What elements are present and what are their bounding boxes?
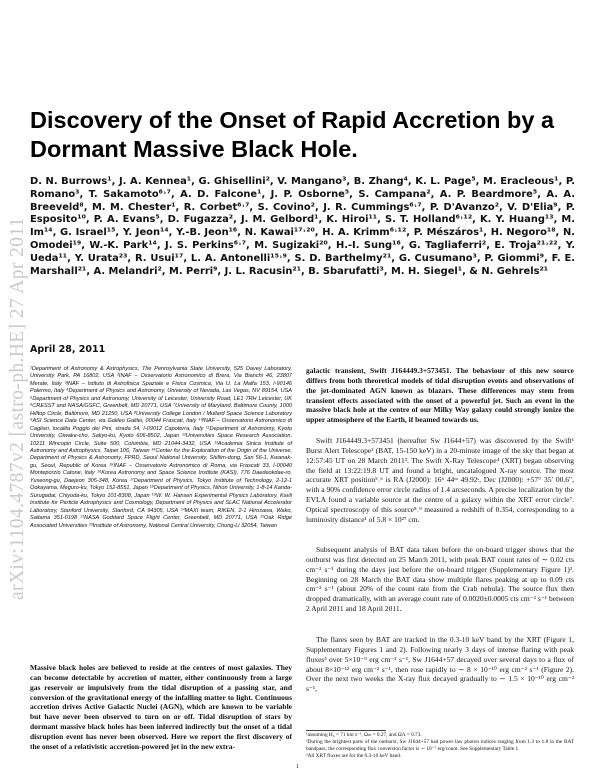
footnote-1: ¹assuming H₀ = 71 km s⁻¹, Ωₘ = 0.27, and ΩΛ = 0.73.: [306, 732, 422, 738]
footnote-divider: [306, 730, 386, 731]
paragraph-3: [306, 635, 574, 694]
page-number: 1: [296, 764, 299, 770]
paragraph-1: [306, 436, 574, 525]
abstract-right: galactic transient, Swift J164449.3+573451. The behaviour of this new source differs from both theoretical models of tidal disruption events and observations of the jet-dominated AGN known as blazars. These differences may stem from transient effects associated with the onset of a powerful jet. Such an event in the massive black hole at the centre of our Milky Way galaxy could strongly ionize the upper atmosphere of the Earth, if beamed towards us.: [306, 366, 574, 425]
abstract-left: Massive black holes are believed to reside at the centres of most galaxies. They can become detectable by accretion of matter, either continuously from a large gas reservoir or impulsively from the tidal disruption of a passing star, and conversion of the gravitational energy of the infalling matter to light. Continuous accretion drives Active Galactic Nuclei (AGN), which are known to be variable but have never been observed to turn on or off. Tidal disruption of stars by dormant massive black holes has been inferred indirectly but the onset of a tidal disruption event has never been observed. Here we report the first discovery of the onset of a relativistic accretion-powered jet in the new extra-: [30, 663, 292, 751]
author-list: D. N. Burrows¹, J. A. Kennea¹, G. Ghisellini², V. Mangano³, B. Zhang⁴, K. L. Page⁵, M. Eracleous¹, P. Romano³, T. Sakamoto⁶˒⁷, A. D. Falcone¹, J. P. Osborne⁵, S. Campana², A. P. Beardmore⁵, A. A. Breeveld⁸, M. M. Chester¹, R. Corbet⁶˒⁷, S. Covino², J. R. Cummings⁶˒⁷, P. D'Avanzo², V. D'Elia⁹, P. Esposito¹⁰, P. A. Evans⁵, D. Fugazza², J. M. Gelbord¹, K. Hiroi¹¹, S. T. Holland⁶˒¹², K. Y. Huang¹³, M. Im¹⁴, G. Israel¹⁵, Y. Jeon¹⁴, Y.-B. Jeon¹⁶, N. Kawai¹⁷˒²⁰, H. A. Krimm⁶˒¹², P. Mészáros¹, H. Negoro¹⁸, N. Omodei¹⁹, W.-K. Park¹⁴, J. S. Perkins⁶˒⁷, M. Sugizaki²⁰, H.-I. Sung¹⁶, G. Tagliaferri², E. Troja²¹˒²², Y. Ueda¹¹, Y. Urata²³, R. Usui¹⁷, L. A. Antonelli¹⁵˒⁹, S. D. Barthelmy²¹, G. Cusumano³, P. Giommi⁹, F. E. Marshall²¹, A. Melandri², M. Perri⁹, J. L. Racusin²¹, B. Sbarufatti³, M. H. Siegel¹, & N. Gehrels²¹: [30, 176, 575, 277]
paper-date: April 28, 2011: [30, 344, 106, 355]
paper-title: Discovery of the Onset of Rapid Accretion by a Dormant Massive Black Hole.: [30, 107, 555, 162]
arxiv-stamp: [0, 0, 30, 776]
paragraph-2-text: Subsequent analysis of BAT data taken before the on-board trigger shows that the outburst was first detected on 25 March 2011, with peak BAT count rates of ∼ 0.02 cts cm⁻² s⁻¹ during the days just before the on-board trigger (Supplementary Figure 1)². Beginning on 28 March the BAT data show multiple flares peaking at up to 0.09 cts cm⁻² s⁻¹ (about 20% of the count rate from the Crab nebula). The source flux then dropped dramatically, with an average count rate of 0.0020±0.0005 cts cm⁻² s⁻¹ between 2 April 2011 and 18 April 2011.: [306, 545, 574, 614]
arxiv-id: arXiv:1104.4787v2 [astro-ph.HE] 27 Apr 2011: [7, 217, 28, 600]
footnotes: [306, 732, 574, 760]
paragraph-1-text: Swift J164449.3+573451 (hereafter Sw J1644+57) was discovered by the Swift¹ Burst Alert Telescope² (BAT, 15-150 keV) in a 20-minute image of the sky that began at 12:57:45 UT on 28 March 2011³. The Swift X-Ray Telescope⁴ (XRT) began observing the field at 13:22:19.8 UT and found a bright, uncatalogued X-ray source. The most accurate XRT position⁵˒⁶ is RA (J2000): 16ʰ 44ᵐ 49.92ˢ, Dec (J2000): +57° 35′ 00.6″, with a 90% confidence error circle radius of 1.4 arcseconds. A precise localization by the EVLA found a variable source at the centre of a galaxy within the XRT error circle⁷. Optical spectroscopy of this source⁸˒⁹ measured a redshift of 0.354, corresponding to a luminosity distance¹ of 5.8 × 10²⁷ cm.: [306, 436, 574, 524]
footnote-2: ²During the brightest parts of the outburst, Sw J1644+57 had power law photon indices ranging from 1.3 to 1.8 in the BAT bandpass; the corresponding flux conversion factor is ∼ 10⁻⁷ erg/count. See Supplementary Table 1.: [306, 739, 574, 752]
paragraph-3-text: The flares seen by BAT are tracked in the 0.3-10 keV band by the XRT (Figure 1, Supplementary Figures 1 and 2). Following nearly 3 days of intense flaring with peak fluxes³ over 5×10⁻⁹ erg cm⁻² s⁻¹, Sw J1644+57 decayed over several days to a flux of about 8×10⁻¹² erg cm⁻² s⁻¹, then rose rapidly to ∼ 8 × 10⁻¹⁰ erg cm⁻² s⁻¹ (Figure 2). Over the next two weeks the X-ray flux decayed gradually to ∼ 1.5 × 10⁻¹⁰ erg cm⁻² s⁻¹,: [306, 635, 574, 694]
footnote-3: ³All XRT fluxes are for the 0.3-10 keV band.: [306, 753, 402, 759]
affiliations: ¹Department of Astronomy & Astrophysics, The Pennsylvania State University, 525 Davey Laboratory, University Park, PA 16802, USA ²INAF – Osservatorio Astronomico di Brera, Via Bianchi 46, 23807 Merate, Italy ³INAF – Istituto di Astrofisica Spaziale e Fisica Cosmica, Via U. La Malfa 153, I-90146 Palermo, Italy ⁴Department of Physics and Astronomy, University of Nevada, Las Vegas, NV 89154, USA ⁵Department of Physics and Astronomy, University of Leicester, University Road, LE1 7RH Leicester, UK ⁶CRESST and NASA/GSFC, Greenbelt, MD 20771, USA ⁷University of Maryland, Baltimore County, 1000 Hilltop Circle, Baltimore, MD 21250, USA ⁸University College London / Mullard Space Science Laboratory ⁹ASI Science Data Center, via Galileo Galilei, 00044 Frascati, Italy ¹⁰INAF – Osservatorio Astronomico di Cagliari, localita Poggio dei Pini, strada 54, I-09012 Capoterra, Italy ¹¹Department of Astronomy, Kyoto University, Oiwake-cho, Sakyo-ku, Kyoto 606-8502, Japan ¹²Universities Space Research Association, 10211 Wincopin Circle, Suite 500, Columbia, MD 21044-3432, USA ¹³Academia Sinica Institute of Astronomy and Astrophysics, Taipei 106, Taiwan ¹⁴Center for the Exploration of the Origin of the Universe, Department of Physics & Astronomy, FPRD, Seoul National University, Shillim-dong, San 56-1, Kwanak-gu, Seoul, Republic of Korea ¹⁵INAF – Osservatorio Astronomico di Roma, via Frascati 33, I-00040 Monteporzio Catone, Italy ¹⁶Korea Astronomy and Space Science Institute (KASI), 776 Daedeokdae-ro, Yuseong-gu, Daejeon 305-348, Korea ¹⁷Department of Physics, Tokyo Institute of Technology, 2-12-1 Ookayama, Meguro-ku, Tokyo 152-8551, Japan ¹⁸Department of Physics, Nihon University, 1-8-14 Kanda-Surugadai, Chiyoda-ku, Tokyo 101-8308, Japan ¹⁹W. W. Hansen Experimental Physics Laboratory, Kavli Institute for Particle Astrophysics and Cosmology, Department of Physics and SLAC National Accelerator Laboratory, Stanford University, Stanford, CA 94305, USA ²⁰MAXI team, RIKEN, 2-1 Hirosawa, Wako, Saitama 351-0198 ²¹NASA Goddard Space Flight Center, Greenbelt, MD 20771, USA ²²Oak Ridge Associated Universities ²³Institute of Astronomy, National Central University, Chung-Li 32054, Taiwan: [30, 366, 292, 529]
paragraph-2: [306, 545, 574, 614]
